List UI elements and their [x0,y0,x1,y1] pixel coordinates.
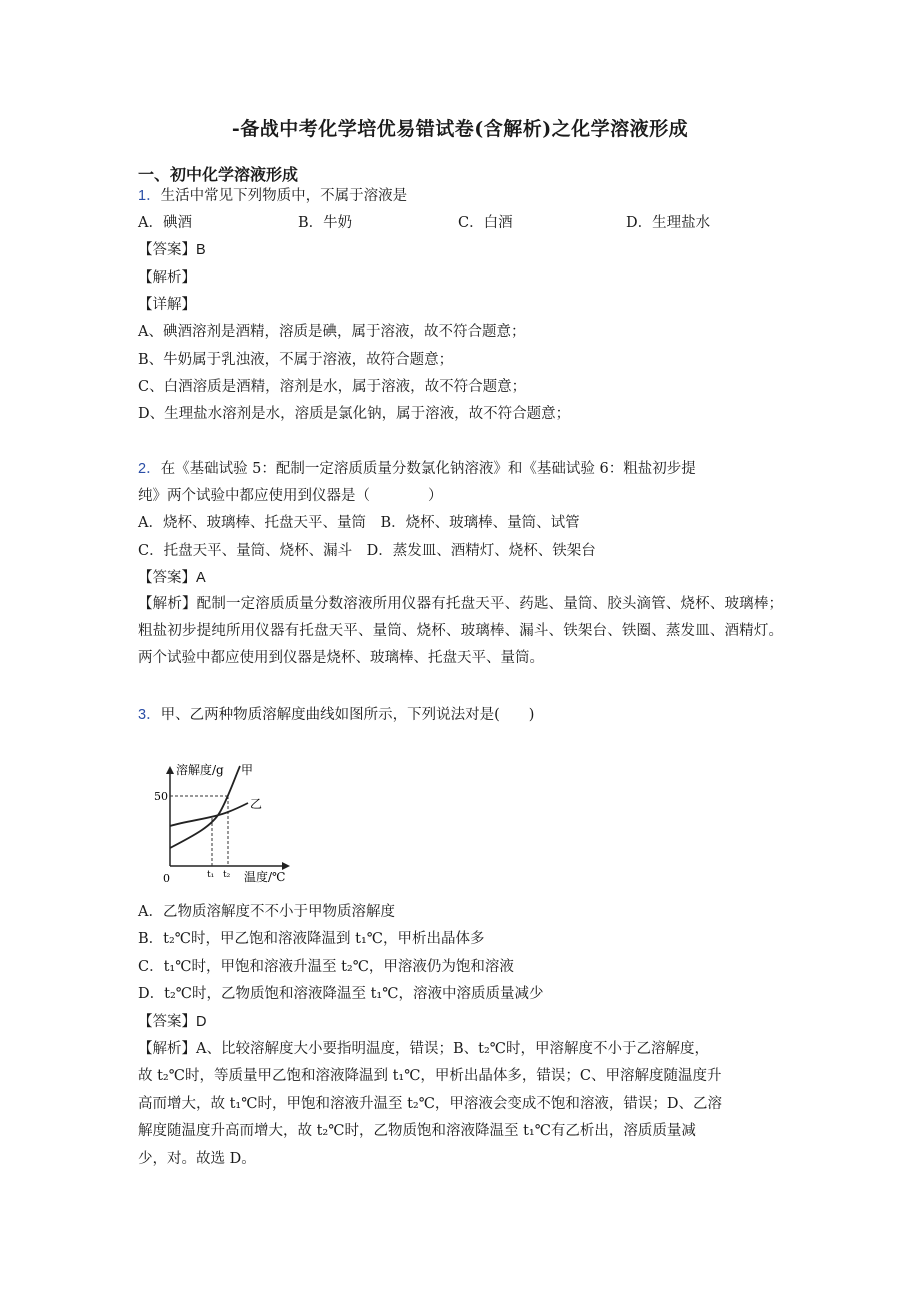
q1-option-c: C．白酒 [458,215,513,231]
q2-options-line-1: A．烧杯、玻璃棒、托盘天平、量筒 B．烧杯、玻璃棒、量筒、试管 [138,515,580,531]
q1-number: 1． [138,188,161,204]
q2-stem-line-2: 纯》两个试验中都应使用到仪器是（ ） [138,488,443,504]
q2-analysis: 【解析】配制一定溶质质量分数溶液所用仪器有托盘天平、药匙、量筒、胶头滴管、烧杯、玻璃棒；粗盐初步提纯所用仪器有托盘天平、量筒、烧杯、玻璃棒、漏斗、铁架台、铁圈、蒸发皿、酒精灯。两个试验中都应使用到仪器是烧杯、玻璃棒、托盘天平、量筒。 [138,596,783,666]
x-tick-t2: t₂ [223,870,231,880]
q1-detail-line: D、生理盐水溶剂是水，溶质是氯化钠，属于溶液，故不符合题意； [138,406,571,422]
q1-option-b: B．牛奶 [298,215,353,231]
q2-stem-line-1 [138,459,696,479]
q3-analysis-line: 故 t₂℃时，等质量甲乙饱和溶液降温到 t₁℃，甲析出晶体多，错误；C、甲溶解度随温度升 [138,1068,722,1084]
x-tick-t1: t₁ [207,870,215,880]
series-yi-curve [170,803,248,826]
q1-option-a: A．碘酒 [138,215,192,231]
q3-answer: 【答案】D [138,1014,207,1030]
y-axis-label: 溶解度/g [176,763,224,777]
q1-detail-label: 【详解】 [138,297,196,313]
q1-answer: 【答案】B [138,242,206,258]
series-jia-curve [170,766,240,848]
y-tick-50: 50 [154,790,168,803]
q3-option-b: B．t₂℃时，甲乙饱和溶液降温到 t₁℃，甲析出晶体多 [138,931,485,947]
series-yi-label: 乙 [250,797,263,811]
x-axis-arrow [282,862,290,870]
q1-analysis-label: 【解析】 [138,270,196,286]
q2-number: 2． [138,461,161,477]
q1-detail-line: B、牛奶属于乳浊液，不属于溶液，故符合题意； [138,352,454,368]
q1-stem-line [138,186,407,206]
q2-options-line-2: C．托盘天平、量筒、烧杯、漏斗 D．蒸发皿、酒精灯、烧杯、铁架台 [138,543,596,559]
q3-stem: 甲、乙两种物质溶解度曲线如图所示，下列说法对是( ) [160,707,535,723]
page-title: -备战中考化学培优易错试卷(含解析)之化学溶液形成 [231,118,689,140]
q1-detail-line: C、白酒溶质是酒精，溶剂是水，属于溶液，故不符合题意； [138,379,527,395]
q3-number: 3． [138,707,161,723]
q3-analysis-line: 少，对。故选 D。 [138,1151,256,1167]
q3-stem-line [138,705,534,725]
q1-options [138,213,710,233]
q3-analysis-line: 【解析】A、比较溶解度大小要指明温度，错误；B、t₂℃时，甲溶解度不小于乙溶解度， [138,1041,709,1057]
section-heading: 一、初中化学溶液形成 [138,165,299,184]
q1-option-d: D．生理盐水 [626,215,711,231]
q2-answer: 【答案】A [138,570,206,586]
y-axis-arrow [166,766,174,774]
q1-detail-line: A、碘酒溶剂是酒精，溶质是碘，属于溶液，故不符合题意； [138,324,526,340]
q3-option-d: D．t₂℃时，乙物质饱和溶液降温至 t₁℃，溶液中溶质质量减少 [138,986,544,1002]
q3-analysis-line: 解度随温度升高而增大，故 t₂℃时，乙物质饱和溶液降温至 t₁℃有乙析出，溶质质量减 [138,1123,696,1139]
origin-label: 0 [163,872,170,885]
solubility-chart [150,740,300,890]
series-jia-label: 甲 [241,763,254,777]
q3-analysis-line: 高而增大，故 t₁℃时，甲饱和溶液升温至 t₂℃，甲溶液会变成不饱和溶液，错误；D、乙溶 [138,1096,723,1112]
q3-option-c: C．t₁℃时，甲饱和溶液升温至 t₂℃，甲溶液仍为饱和溶液 [138,959,514,975]
q2-stem: 在《基础试验 5：配制一定溶质质量分数氯化钠溶液》和《基础试验 6：粗盐初步提 [160,461,696,477]
q1-stem: 生活中常见下列物质中，不属于溶液是 [160,188,408,204]
x-axis-label: 温度/℃ [244,870,286,884]
q3-option-a: A．乙物质溶解度不不小于甲物质溶解度 [138,904,395,920]
